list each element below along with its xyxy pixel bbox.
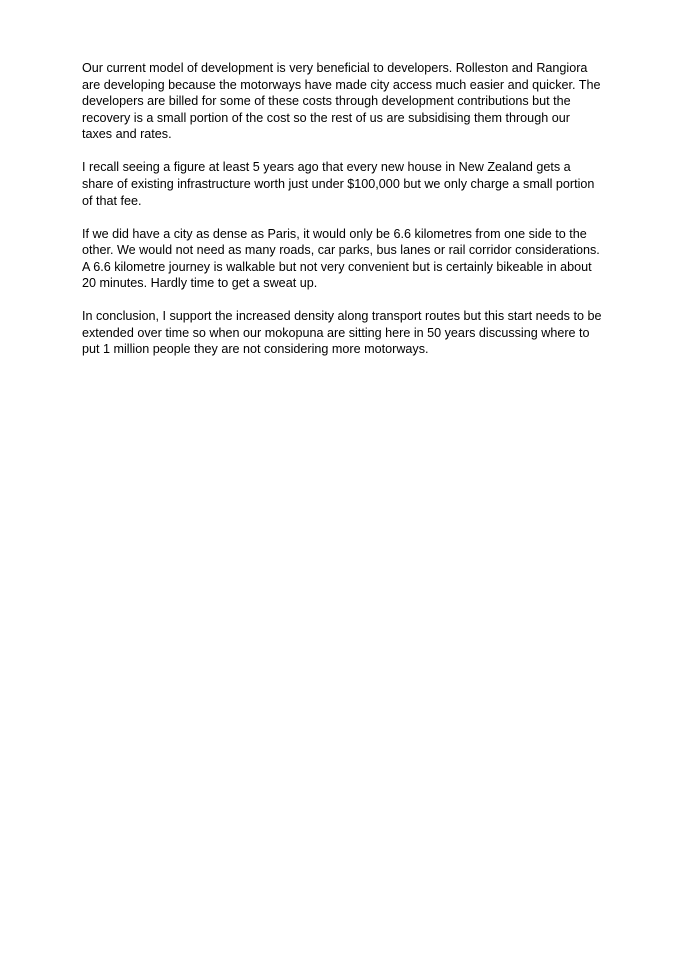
paragraph-infrastructure-figure: I recall seeing a figure at least 5 years ago that every new house in New Zealand gets a share of existing infrastructure worth just under $100,000 but we only charge a small portion of that fee. (82, 160, 595, 208)
document-body (82, 60, 602, 374)
paragraph-conclusion: In conclusion, I support the increased density along transport routes but this start needs to be extended over time so when our mokopuna are sitting here in 50 years discussing where to put 1 million people they are not considering more motorways. (82, 309, 602, 357)
paragraph-paris-density: If we did have a city as dense as Paris, it would only be 6.6 kilometres from one side to the other. We would not need as many roads, car parks, bus lanes or rail corridor considerations. A 6.6 kilometre journey is walkable but not very convenient but is certainly bikeable in about 20 minutes. Hardly time to get a sweat up. (82, 226, 600, 291)
paragraph-development-model: Our current model of development is very beneficial to developers. Rolleston and Rangiora are developing because the motorways have made city access much easier and quicker. The developers are billed for some of these costs through development contributions but the recovery is a small portion of the cost so the rest of us are subsidising them through our taxes and rates. (82, 61, 601, 142)
